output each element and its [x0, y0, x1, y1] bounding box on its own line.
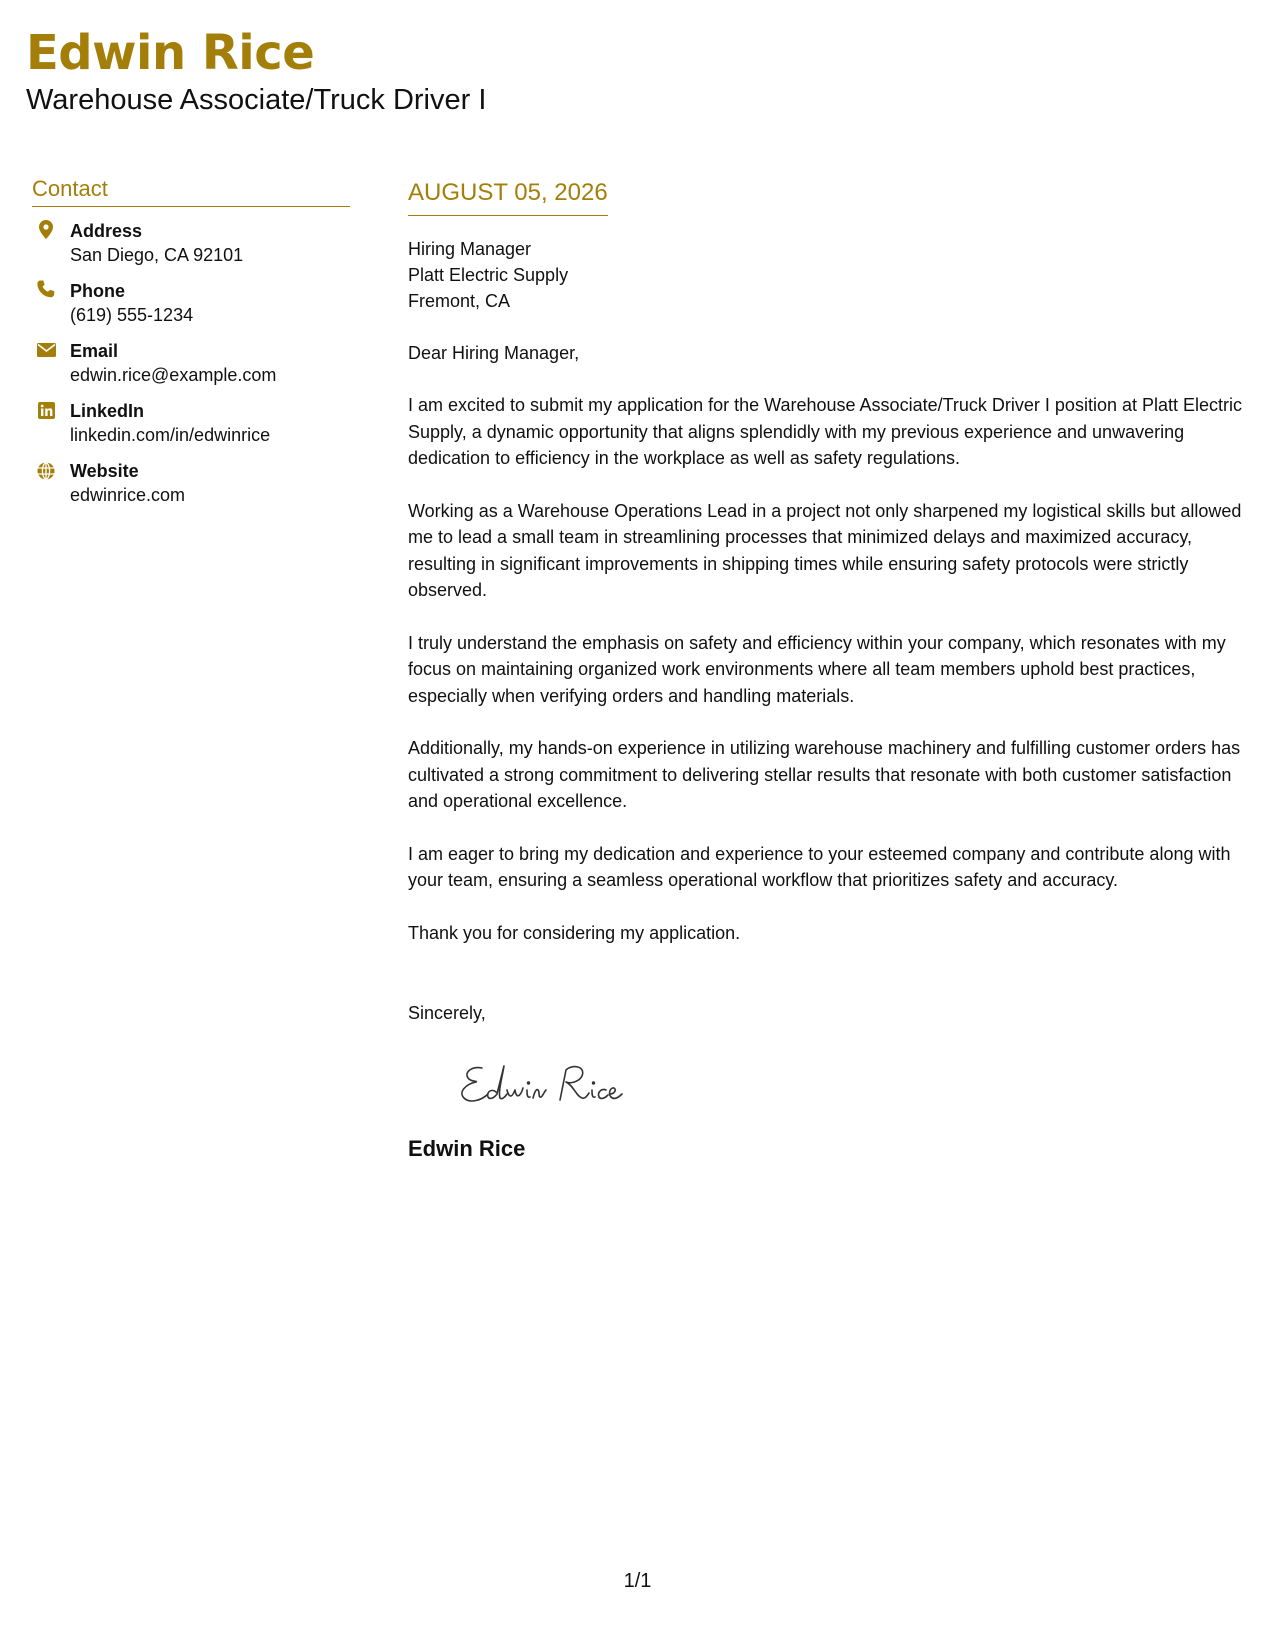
- letter-paragraph: Working as a Warehouse Operations Lead in a project not only sharpened my logistical skills but allowed me to lead a small team in streamlining processes that minimized delays and maximized accuracy, resulting in significant improvements in shipping times while ensuring safety protocols were strictly observed.: [408, 500, 1242, 600]
- contact-value: edwinrice.com: [70, 485, 186, 505]
- job-title: Warehouse Associate/Truck Driver I: [26, 84, 487, 116]
- letter-paragraph: I am eager to bring my dedication and experience to your esteemed company and contribute along with your team, ensuring a seamless operational workflow that prioritizes safety and accuracy.: [408, 843, 1231, 890]
- letter-paragraph: I truly understand the emphasis on safety and efficiency within your company, which resonates with my focus on maintaining organized work environments where all team members uphold best practices, especially when verifying orders and handling materials.: [408, 632, 1226, 706]
- contact-value: San Diego, CA 92101: [70, 245, 244, 265]
- contact-item-linkedin: [32, 399, 350, 447]
- contact-value: linkedin.com/in/edwinrice: [70, 425, 271, 445]
- contact-label: LinkedIn: [70, 401, 145, 421]
- salutation: Dear Hiring Manager,: [408, 343, 580, 363]
- letter-date: AUGUST 05, 2026: [408, 178, 608, 216]
- phone-icon: [36, 280, 56, 302]
- letter-body: [408, 178, 1248, 1163]
- recipient-line: Hiring Manager: [408, 239, 532, 259]
- contact-item-address: [32, 219, 350, 267]
- contact-label: Address: [70, 221, 143, 241]
- page-number: 1/1: [623, 1570, 652, 1592]
- contact-item-phone: [32, 279, 350, 327]
- contact-heading: Contact: [32, 176, 350, 207]
- contact-sidebar: [32, 176, 350, 519]
- signed-name: Edwin Rice: [408, 1136, 526, 1161]
- recipient-line: Platt Electric Supply: [408, 265, 569, 285]
- contact-label: Phone: [70, 281, 126, 301]
- contact-item-email: [32, 339, 350, 387]
- linkedin-icon: [36, 400, 56, 422]
- contact-label: Email: [70, 341, 119, 361]
- envelope-icon: [36, 340, 56, 362]
- recipient-line: Fremont, CA: [408, 291, 511, 311]
- globe-icon: [36, 460, 56, 482]
- document-header: [26, 24, 486, 118]
- letter-paragraph: Additionally, my hands-on experience in utilizing warehouse machinery and fulfilling customer orders has cultivated a strong commitment to delivering stellar results that resonate with both customer satisfaction and operational excellence.: [408, 738, 1241, 811]
- contact-value: (619) 555-1234: [70, 305, 194, 325]
- signature-image: [452, 1054, 652, 1110]
- applicant-name: Edwin Rice: [26, 25, 315, 81]
- letter-paragraph: Thank you for considering my application.: [408, 922, 741, 943]
- contact-value: edwin.rice@example.com: [70, 365, 277, 385]
- closing: Sincerely,: [408, 1003, 486, 1023]
- contact-label: Website: [70, 461, 139, 481]
- letter-paragraph: I am excited to submit my application for the Warehouse Associate/Truck Driver I position at Platt Electric Supply, a dynamic opportunity that aligns splendidly with my previous experience and unwavering dedication to efficiency in the workplace as well as safety regulations.: [408, 395, 1243, 468]
- recipient-block: [408, 236, 1248, 314]
- contact-item-website: [32, 459, 350, 507]
- map-pin-icon: [36, 220, 56, 242]
